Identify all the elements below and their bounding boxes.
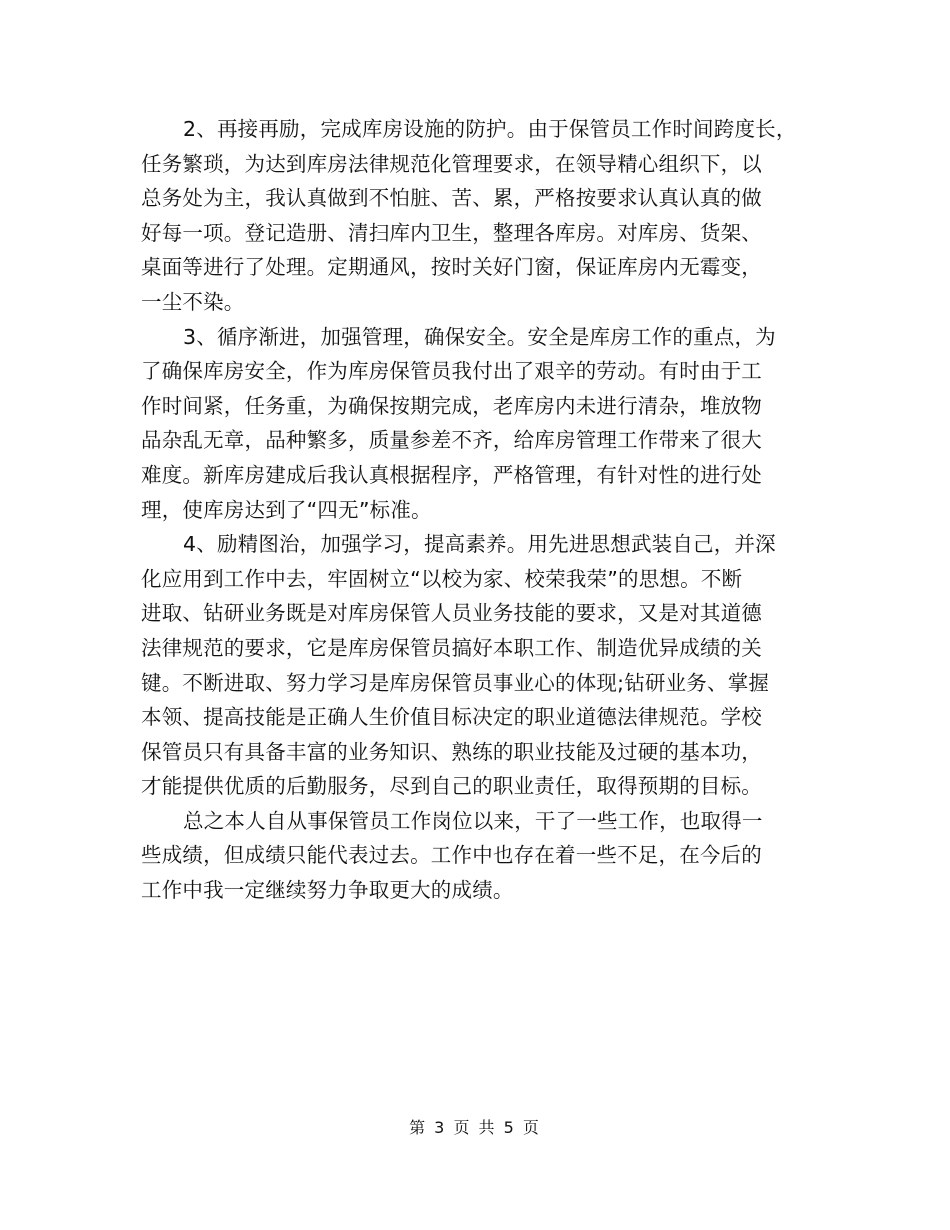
text-line: 一尘不染。: [141, 289, 245, 314]
text-line: 了确保库房安全，作为库房保管员我付出了艰辛的劳动。有时由于工: [141, 359, 762, 384]
document-body: [141, 112, 821, 908]
text-line: 3、循序渐进，加强管理，确保安全。安全是库房工作的重点，为: [183, 324, 776, 349]
text-line: 工作中我一定继续努力争取更大的成绩。: [141, 878, 514, 903]
text-line: 难度。新库房建成后我认真根据程序，严格管理，有针对性的进行处: [141, 462, 762, 487]
text-line: 总之本人自从事保管员工作岗位以来，干了一些工作，也取得一: [183, 808, 763, 833]
text-line: 些成绩，但成绩只能代表过去。工作中也存在着一些不足，在今后的: [141, 843, 762, 868]
paragraph-study-improvement: [141, 527, 821, 804]
text-line: 保管员只有具备丰富的业务知识、熟练的职业技能及过硬的基本功，: [141, 739, 762, 764]
paragraph-storage-protection: [141, 112, 821, 320]
paragraph-summary: [141, 804, 821, 908]
page-number-footer: 第 3 页 共 5 页: [409, 1118, 541, 1137]
text-line: 键。不断进取、努力学习是库房保管员事业心的体现;钻研业务、掌握: [141, 670, 770, 695]
text-line: 好每一项。登记造册、清扫库内卫生，整理各库房。对库房、货架、: [141, 220, 762, 245]
text-line: 法律规范的要求，它是库房保管员搞好本职工作、制造优异成绩的关: [141, 635, 762, 660]
text-line: 总务处为主，我认真做到不怕脏、苦、累，严格按要求认真认真的做: [141, 186, 762, 211]
text-line: 任务繁琐，为达到库房法律规范化管理要求，在领导精心组织下，以: [141, 151, 762, 176]
text-line: 才能提供优质的后勤服务，尽到自己的职业责任，取得预期的目标。: [141, 774, 762, 799]
paragraph-safety-management: [141, 320, 821, 528]
text-line: 桌面等进行了处理。定期通风，按时关好门窗，保证库房内无霉变，: [141, 255, 762, 280]
text-line: 本领、提高技能是正确人生价值目标决定的职业道德法律规范。学校: [141, 705, 762, 730]
text-line: 理，使库房达到了“四无”标准。: [141, 497, 432, 522]
text-line: 化应用到工作中去，牢固树立“以校为家、校荣我荣”的思想。不断: [141, 566, 743, 591]
text-line: 进取、钻研业务既是对库房保管人员业务技能的要求，又是对其道德: [141, 601, 762, 626]
text-line: 2、再接再励，完成库房设施的防护。由于保管员工作时间跨度长，: [183, 117, 797, 141]
text-line: 4、励精图治，加强学习，提高素养。用先进思想武装自己，并深: [183, 532, 776, 557]
text-line: 品杂乱无章，品种繁多，质量参差不齐，给库房管理工作带来了很大: [141, 428, 762, 453]
text-line: 作时间紧，任务重，为确保按期完成，老库房内未进行清杂，堆放物: [141, 393, 762, 418]
